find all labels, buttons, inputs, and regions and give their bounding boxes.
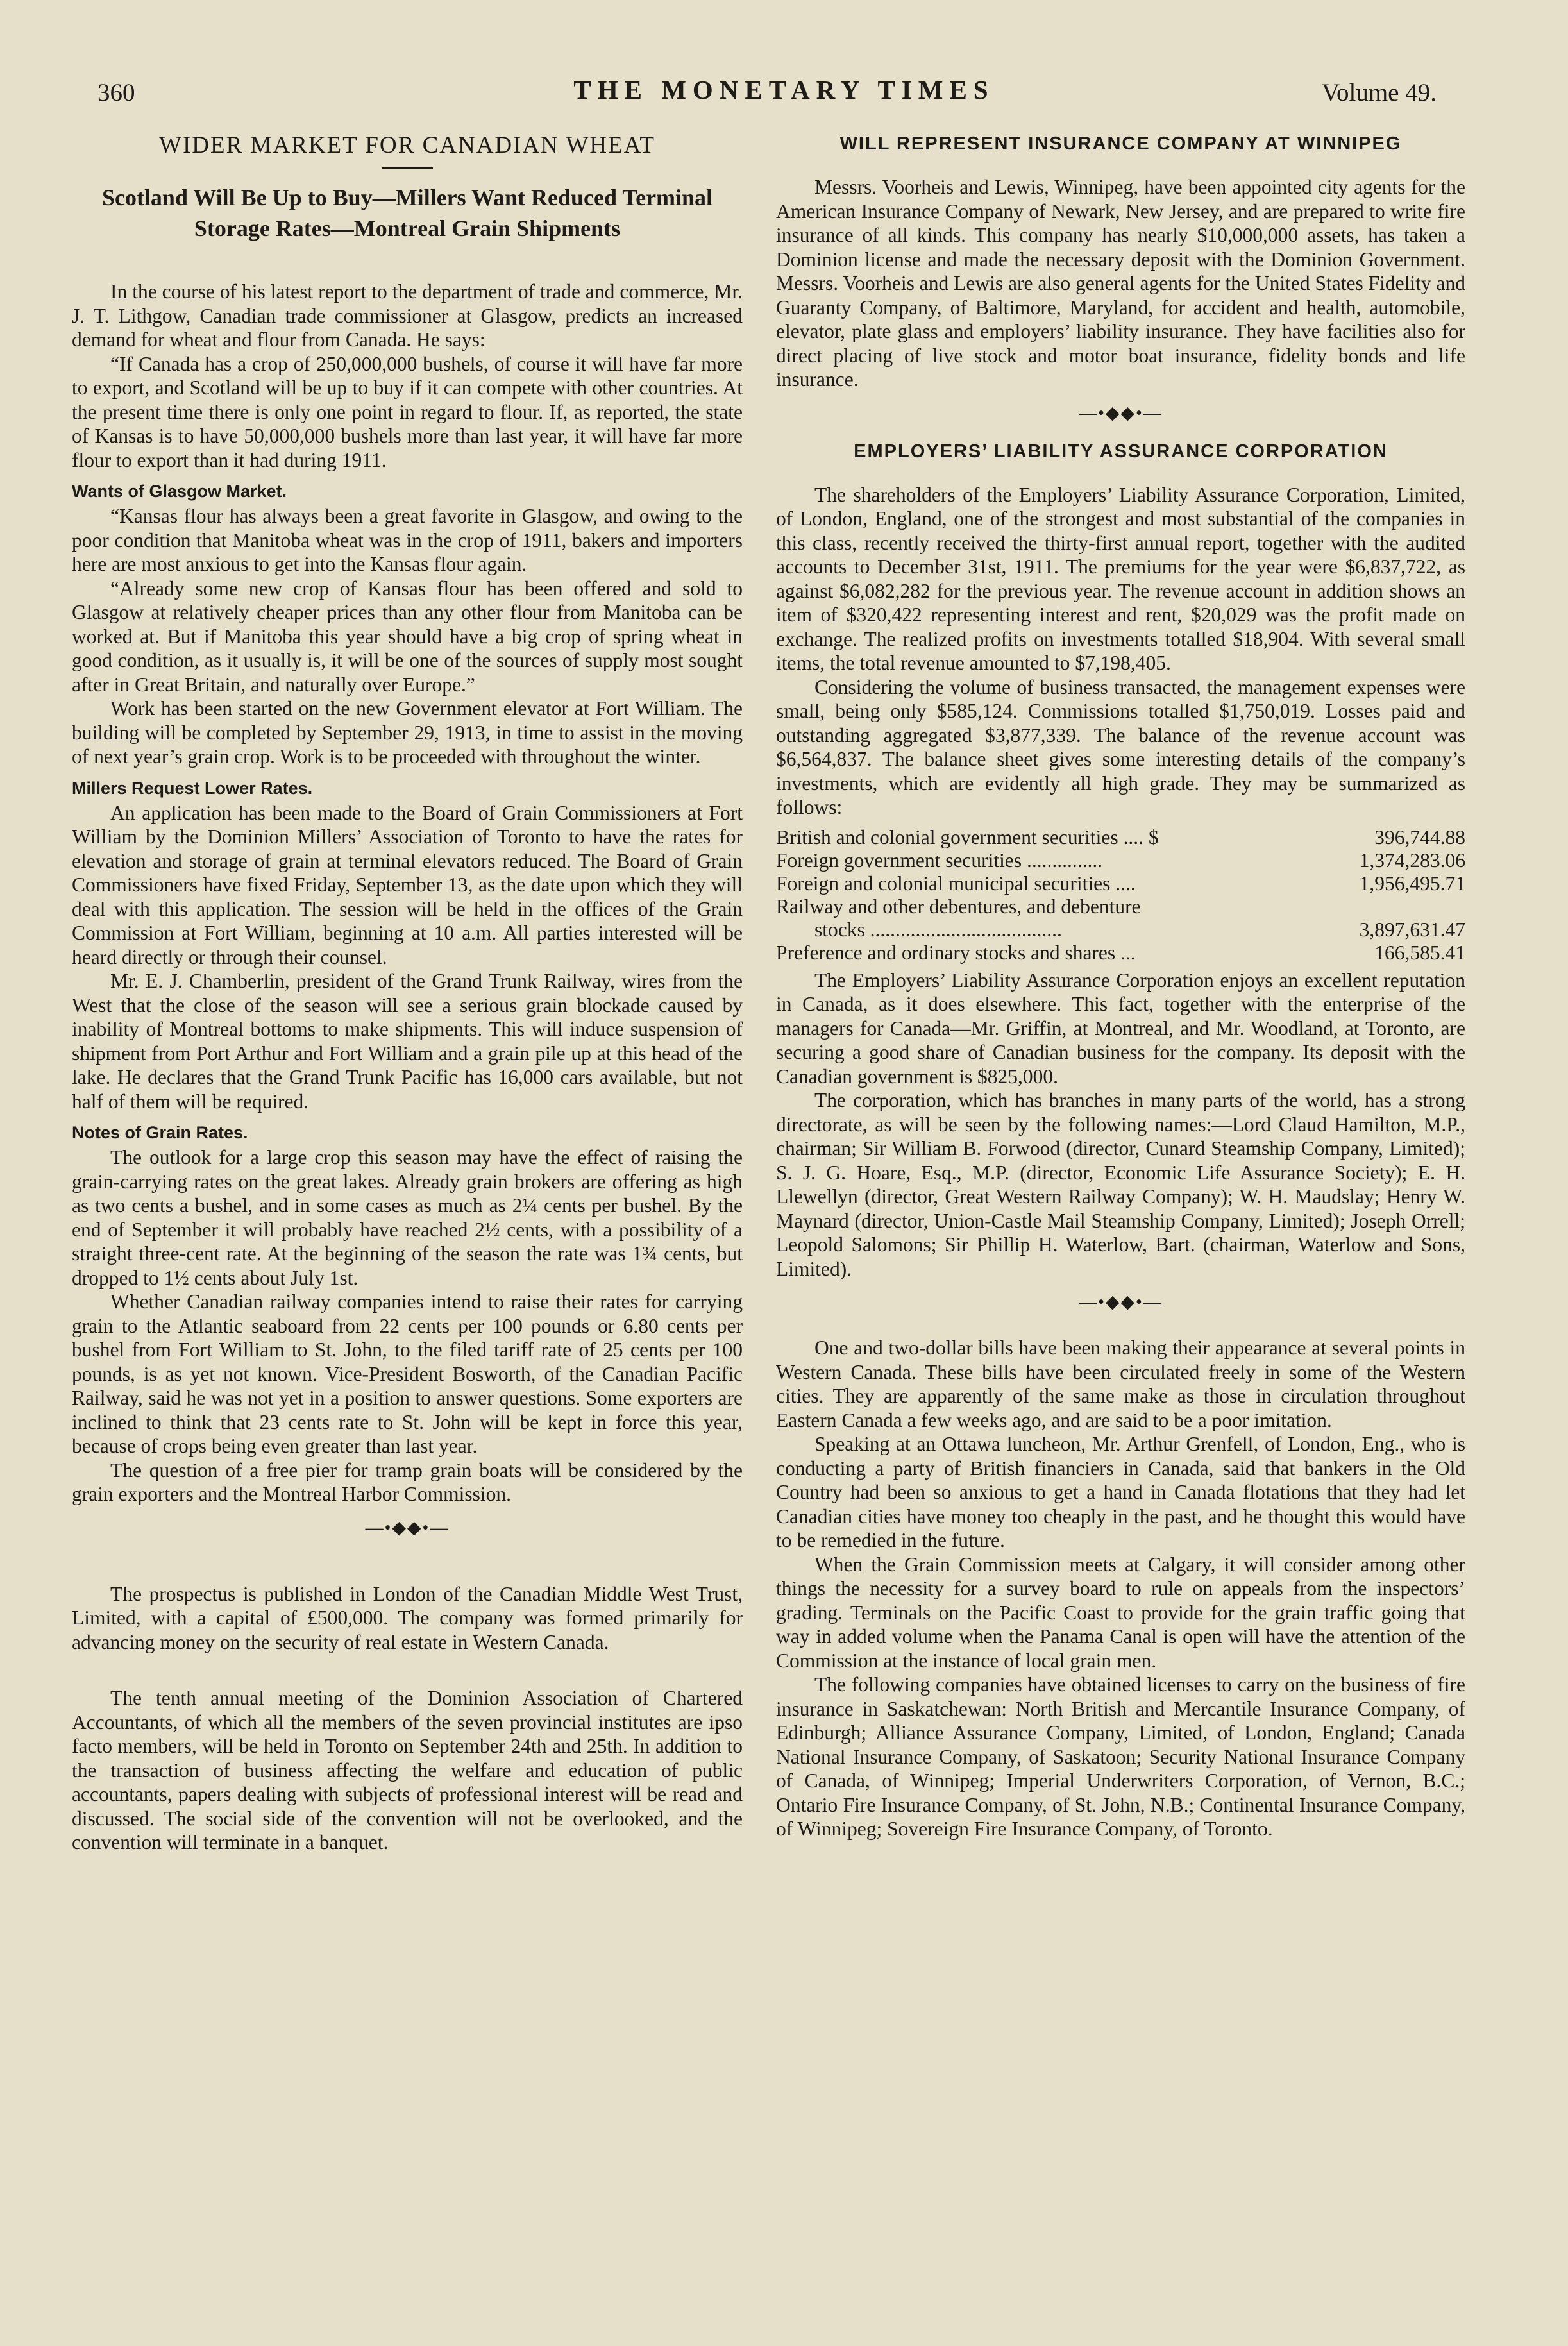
paragraph: Mr. E. J. Chamberlin, president of the Grand Trunk Railway, wires from the West that the close of the season will see a serious grain blockade caused by inability of Montreal bottoms to make shipments. This will induce suspension of shipment from Port Arthur and Fort William and a grain pile up at this head of the lake. He declares that the Grand Trunk Pacific has 16,000 cars available, but not half of them will be required. <box>72 970 743 1113</box>
table-cell-amount: 396,744.88 <box>1374 825 1465 848</box>
right-column <box>776 131 1465 1841</box>
table-cell-label: Preference and ordinary stocks and shares ... <box>776 941 1136 964</box>
paragraph: The corporation, which has branches in many parts of the world, has a strong directorate, as will be seen by the following names:—Lord Claud Hamilton, M.P., chairman; Sir William B. Forwood (director, Cunard Steamship Company, Limited); S. J. G. Hoare, Esq., M.P. (director, Economic Life Assurance Society); E. H. Llewellyn (director, Great Western Railway Company); W. H. Maudslay; Henry W. Maynard (director, Union-Castle Mail Steamship Company, Limited); Joseph Orrell; Leopold Salomons; Sir Phillip H. Waterlow, Bart. (chairman, Waterlow and Sons, Limited). <box>776 1089 1465 1280</box>
paragraph: One and two-dollar bills have been making their appearance at several points in Western Canada. These bills have been circulated freely in some of the Western cities. They are apparently of the same make as those in circulation throughout Eastern Canada a few weeks ago, and are said to be a poor imitation. <box>776 1337 1465 1431</box>
ornament-divider: —•◆◆•— <box>365 1517 450 1538</box>
table-cell-amount: 1,956,495.71 <box>1359 872 1465 895</box>
paragraph: Work has been started on the new Government elevator at Fort William. The building will be completed by September 29, 1913, in time to assist in the moving of next year’s grain crop. Work is to be proceeded with throughout the winter. <box>72 697 743 768</box>
table-cell-amount: 166,585.41 <box>1374 941 1465 964</box>
table-row <box>776 849 1465 872</box>
section-heading-glasgow: Wants of Glasgow Market. <box>72 482 287 501</box>
paragraph: The Employers’ Liability Assurance Corporation enjoys an excellent reputation in Canada, as it does elsewhere. This fact, together with the enterprise of the managers for Canada—Mr. Griffin, at Montreal, and Mr. Woodland, at Toronto, are securing a good share of Canadian business for the company. Its deposit with the Canadian government is $825,000. <box>776 968 1465 1088</box>
wheat-article-subtitle: Scotland Will Be Up to Buy—Millers Want Reduced Terminal Storage Rates—Montreal Grain Shipments <box>101 185 713 241</box>
paragraph: The outlook for a large crop this season may have the effect of raising the grain-carrying rates on the great lakes. Already grain brokers are offering as high as two cents a bushel, and in some cases as much as 2¼ cents per bushel. By the end of September it will probably have reached 2½ cents, with a possibility of a straight three-cent rate. At the beginning of the season the rate was 1¾ cents, but dropped to 1½ cents about July 1st. <box>72 1146 743 1289</box>
ornament-divider: —•◆◆•— <box>1079 403 1163 423</box>
paragraph: “If Canada has a crop of 250,000,000 bushels, of course it will have far more to export, and Scotland will be up to buy if it can compete with other countries. At the present time there is only one point in regard to flour. If, as reported, the state of Kansas is to have 50,000,000 bushels more than last year, it will have far more flour to export than it had during 1911. <box>72 352 743 471</box>
paragraph: The question of a free pier for tramp grain boats will be considered by the grain exporters and the Montreal Harbor Commission. <box>72 1458 743 1505</box>
paragraph: When the Grain Commission meets at Calgary, it will consider among other things the necessity for a survey board to rule on appeals from the inspectors’ grading. Terminals on the Pacific Coast to provide for the grain traffic going that way in added volume when the Panama Canal is open will have the attention of the Commission at the instance of local grain men. <box>776 1553 1465 1672</box>
ornament-divider: —•◆◆•— <box>1079 1292 1163 1312</box>
table-cell-label: stocks ...................................... <box>814 918 1062 941</box>
table-cell-amount: 1,374,283.06 <box>1359 848 1465 872</box>
table-cell-amount: 3,897,631.47 <box>1359 918 1465 941</box>
table-row <box>776 895 1465 918</box>
paragraph: Considering the volume of business transacted, the management expenses were small, being only $585,124. Commissions totalled $1,750,019. Losses paid and outstanding aggregated $3,877,339. The balance of the revenue account was $6,564,837. The balance sheet gives some interesting details of the company’s investments, which are evidently all high grade. They may be summarized as follows: <box>776 675 1465 818</box>
paragraph: “Kansas flour has always been a great favorite in Glasgow, and owing to the poor condition that Manitoba wheat was in the crop of 1911, bakers and importers here are most anxious to get into the Kansas flour again. <box>72 505 743 575</box>
investments-table <box>776 826 1465 965</box>
page-number: 360 <box>97 79 135 106</box>
title-rule <box>382 167 433 169</box>
paragraph: The following companies have obtained licenses to carry on the business of fire insurance in Saskatchewan: North British and Mercantile Insurance Company, of Edinburgh; Alliance Assurance Company, Limited, of London, England; Canada National Insurance Company, of Saskatoon; Security National Insurance Company of Canada, of Winnipeg; Imperial Underwriters Corporation, of Vernon, B.C.; Ontario Fire Insurance Company, of St. John, N.B.; Continental Insurance Company, of Winnipeg; Sovereign Fire Insurance Company, of Toronto. <box>776 1673 1465 1840</box>
paragraph: Speaking at an Ottawa luncheon, Mr. Arthur Grenfell, of London, Eng., who is conducting a party of British financiers in Canada, said that bankers in the Old Country had been so anxious to get a hand in Canada flotations that they had let Canadian cities have money too cheaply in the past, and he thought this would have to be remedied in the future. <box>776 1433 1465 1551</box>
running-header <box>0 74 1568 113</box>
publication-title: THE MONETARY TIMES <box>573 75 995 105</box>
table-cell-label: Foreign and colonial municipal securities .... <box>776 872 1136 895</box>
table-row <box>776 826 1465 849</box>
insurance-article-title: WILL REPRESENT INSURANCE COMPANY AT WINNIPEG <box>839 133 1402 154</box>
volume-label: Volume 49. <box>1321 79 1437 106</box>
table-cell-label: British and colonial government securities .... $ <box>776 825 1159 848</box>
wheat-article-title: WIDER MARKET FOR CANADIAN WHEAT <box>159 132 655 158</box>
table-cell-amount <box>1316 895 1465 918</box>
table-row <box>776 941 1465 965</box>
paragraph: The shareholders of the Employers’ Liability Assurance Corporation, Limited, of London, England, one of the strongest and most substantial of the companies in this class, recently received the thirty-first annual report, together with the audited accounts to December 31st, 1911. The premiums for the year were $6,837,722, as against $6,082,282 for the previous year. The revenue account in addition shows an item of $320,422 representing interest and rent, $20,029 was the profit made on exchange. The realized profits on investments totalled $18,904. With several small items, the total revenue amounted to $7,198,405. <box>776 483 1465 674</box>
paragraph: Whether Canadian railway companies intend to raise their rates for carrying grain to the Atlantic seaboard from 22 cents per 100 pounds or 6.80 cents per bushel from Fort William to St. John, to the filed tariff rate of 25 cents per 100 pounds, is as yet not known. Vice-President Bosworth, of the Canadian Pacific Railway, said he was not yet in a position to answer questions. Some exporters are inclined to think that 23 cents rate to St. John will be kept in force this year, because of crops being even greater than last year. <box>72 1290 743 1457</box>
section-heading-millers: Millers Request Lower Rates. <box>72 778 313 798</box>
paragraph: Messrs. Voorheis and Lewis, Winnipeg, have been appointed city agents for the American Insurance Company of Newark, New Jersey, and are prepared to write fire insurance of all kinds. This company has nearly $10,000,000 assets, has taken a Dominion license and made the necessary deposit with the Dominion Government. Messrs. Voorheis and Lewis are also general agents for the United States Fidelity and Guaranty Company, of Baltimore, Maryland, for accident and health, automobile, elevator, plate glass and employers’ liability insurance. They have facilities also for direct placing of live stock and motor boat insurance, fidelity bonds and life insurance. <box>776 176 1465 391</box>
paragraph: An application has been made to the Board of Grain Commissioners at Fort William by the Dominion Millers’ Association of Toronto to have the rates for elevation and storage of grain at terminal elevators reduced. The Board of Grain Commissioners have fixed Friday, September 13, as the date upon which they will deal with this application. The session will be held in the offices of the Grain Commission at Fort William, beginning at 10 a.m. All parties interested will be heard directly or through their counsel. <box>72 801 743 968</box>
paragraph: The tenth annual meeting of the Dominion Association of Chartered Accountants, of which all the members of the seven provincial institutes are ipso facto members, will be held in Toronto on September 24th and 25th. In addition to the transaction of business affecting the welfare and education of public accountants, papers dealing with subjects of professional interest will be read and discussed. The social side of the convention will not be overlooked, and the convention will terminate in a banquet. <box>72 1687 743 1853</box>
table-cell-label: Railway and other debentures, and debenture <box>776 895 1141 918</box>
paragraph: “Already some new crop of Kansas flour has been offered and sold to Glasgow at relatively cheaper prices than any other flour from Manitoba can be worked at. But if Manitoba this year should have a big crop of spring wheat in good condition, as it usually is, it will be one of the sources of supply most sought after in Great Britain, and naturally over Europe.” <box>72 577 743 696</box>
table-row <box>776 918 1465 941</box>
left-column <box>72 131 743 1855</box>
paragraph: The prospectus is published in London of the Canadian Middle West Trust, Limited, with a capital of £500,000. The company was formed primarily for advancing money on the security of real estate in Western Canada. <box>72 1582 743 1653</box>
employers-article-title: EMPLOYERS’ LIABILITY ASSURANCE CORPORATION <box>854 441 1388 462</box>
table-cell-label: Foreign government securities ............... <box>776 848 1103 872</box>
table-row <box>776 872 1465 895</box>
section-heading-grain-rates: Notes of Grain Rates. <box>72 1123 248 1142</box>
paragraph: In the course of his latest report to the department of trade and commerce, Mr. J. T. Lithgow, Canadian trade commissioner at Glasgow, predicts an increased demand for wheat and flour from Canada. He says: <box>72 280 743 351</box>
